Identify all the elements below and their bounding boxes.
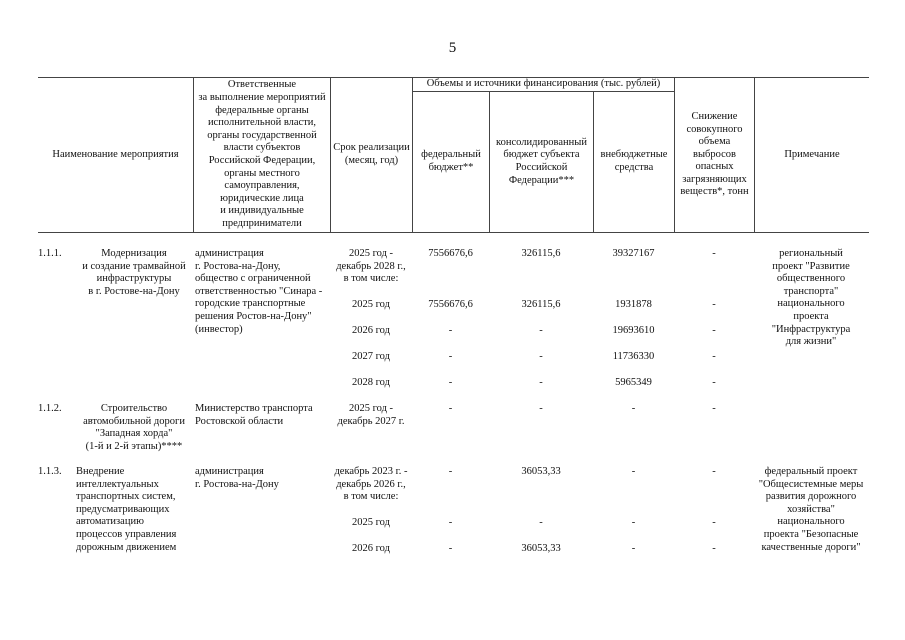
measure-name: Строительство автомобильной дороги "Западная хорда" (1-й и 2-й этапы)****	[83, 403, 185, 452]
federal-value: -	[448, 377, 453, 388]
federal-value: -	[448, 325, 453, 336]
federal-value: -	[448, 543, 453, 554]
emissions-value: -	[712, 377, 716, 388]
extrabudgetary-value: 1931878	[615, 299, 652, 310]
extrabudgetary-value: -	[631, 403, 636, 414]
note: федеральный проект "Общесистемные меры развития дорожного хозяйства" национального проекта "Безопасные качественные дороги"	[758, 466, 864, 553]
consolidated-value: -	[539, 517, 543, 528]
measures-table	[38, 77, 869, 554]
federal-value: -	[448, 466, 453, 477]
extrabudgetary-value: 19693610	[612, 325, 655, 336]
responsible-party: администрация г. Ростова-на-Дону	[195, 466, 279, 490]
header-note: Примечание	[784, 148, 840, 160]
term: 2026 год	[352, 325, 390, 336]
emissions-value: -	[712, 299, 716, 310]
term: 2025 год	[352, 517, 390, 528]
emissions-value: -	[712, 248, 716, 259]
measure-name: Модернизация и создание трамвайной инфраструктуры в г. Ростове-на-Дону	[82, 248, 186, 297]
federal-value: -	[448, 351, 453, 362]
emissions-value: -	[712, 403, 716, 414]
term: 2028 год	[352, 377, 390, 388]
header-consolidated-budget: консолидированный бюджет субъекта Российской Федерации***	[496, 136, 587, 186]
federal-value: 7556676,6	[428, 299, 473, 310]
header-federal-budget: федеральный бюджет**	[421, 149, 481, 173]
responsible-party: администрация г. Ростова-на-Дону, общество с ограниченной ответственностью "Синара - городские транспортные решения Ростов-на-Дону" (инвестор)	[195, 248, 323, 335]
federal-value: -	[448, 403, 453, 414]
measure-name: Внедрение интеллектуальных транспортных систем, предусматривающих автоматизацию процессов управления дорожным движением	[76, 466, 177, 553]
extrabudgetary-value: 39327167	[612, 248, 655, 259]
emissions-value: -	[712, 543, 716, 554]
term: 2025 год - декабрь 2027 г.	[337, 403, 405, 427]
header-extrabudgetary: внебюджетные средства	[600, 149, 668, 173]
page-number: 5	[448, 40, 457, 56]
consolidated-value: -	[539, 325, 543, 336]
extrabudgetary-value: 5965349	[615, 377, 652, 388]
term: 2025 год	[352, 299, 390, 310]
header-emissions: Снижение совокупного объема выбросов опасных загрязняющих веществ*, тонн	[680, 110, 749, 198]
responsible-party: Министерство транспорта Ростовской области	[195, 403, 313, 427]
header-financing: Объемы и источники финансирования (тыс. рублей)	[426, 78, 661, 90]
row-number: 1.1.1.	[38, 248, 62, 259]
term: декабрь 2023 г. - декабрь 2026 г., в том числе:	[334, 466, 408, 503]
consolidated-value: 36053,33	[521, 466, 561, 477]
table-header	[38, 77, 869, 233]
header-name: Наименование мероприятия	[52, 148, 179, 160]
header-term: Срок реализации (месяц, год)	[333, 142, 410, 166]
consolidated-value: -	[539, 403, 543, 414]
consolidated-value: 326115,6	[521, 299, 561, 310]
header-responsible: Ответственные за выполнение мероприятий федеральные органы исполнительной власти, органы государственной власти субъектов Российской Федерации, органы местного самоуправления, юридические лица и индивидуальные предприниматели	[198, 79, 326, 229]
row-number: 1.1.3.	[38, 466, 62, 477]
row-number: 1.1.2.	[38, 403, 62, 414]
consolidated-value: -	[539, 351, 543, 362]
note: региональный проект "Развитие общественного транспорта" национального проекта "Инфраструктура для жизни"	[771, 248, 851, 348]
emissions-value: -	[712, 351, 716, 362]
term: 2027 год	[352, 351, 390, 362]
term: 2026 год	[352, 543, 390, 554]
consolidated-value: 36053,33	[521, 543, 561, 554]
emissions-value: -	[712, 325, 716, 336]
federal-value: 7556676,6	[428, 248, 473, 259]
consolidated-value: 326115,6	[521, 248, 561, 259]
extrabudgetary-value: -	[631, 543, 636, 554]
emissions-value: -	[712, 517, 716, 528]
extrabudgetary-value: -	[631, 466, 636, 477]
federal-value: -	[448, 517, 453, 528]
consolidated-value: -	[539, 377, 543, 388]
extrabudgetary-value: -	[631, 517, 636, 528]
term: 2025 год - декабрь 2028 г., в том числе:	[336, 248, 406, 285]
extrabudgetary-value: 11736330	[612, 351, 655, 362]
emissions-value: -	[712, 466, 716, 477]
